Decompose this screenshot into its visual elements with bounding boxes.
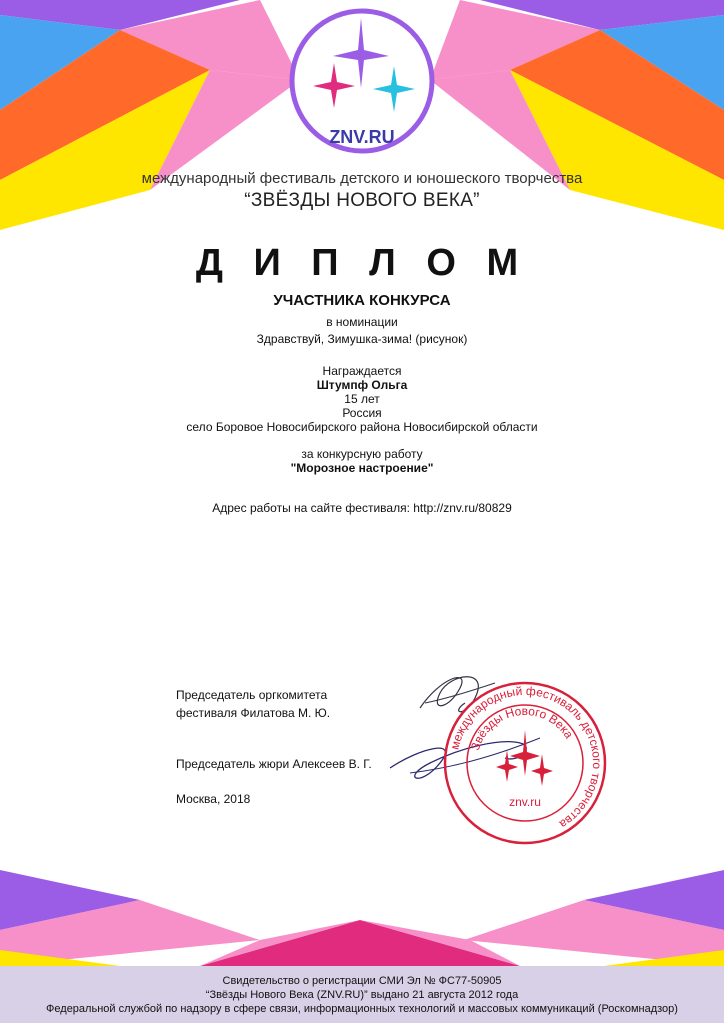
participant-country: Россия: [342, 406, 382, 420]
jury-chair: Председатель жюри Алексеев В. Г.: [176, 757, 372, 771]
logo-text: ZNV.RU: [329, 127, 395, 147]
footer-line1: Свидетельство о регистрации СМИ Эл № ФС77-50905: [222, 975, 502, 987]
footer-line2: “Звёзды Нового Века (ZNV.RU)” выдано 21 августа 2012 года: [205, 989, 519, 1001]
participant-name: Штумпф Ольга: [316, 378, 408, 392]
stamp-center-text: znv.ru: [509, 795, 541, 809]
nomination-label: в номинации: [326, 315, 398, 329]
stamp-ring-text: международный фестиваль детского творчества: [447, 683, 605, 832]
festival-stamp: [440, 678, 610, 848]
nomination: Здравствуй, Зимушка-зима! (рисунок): [256, 332, 468, 346]
work-title: "Морозное настроение": [290, 461, 434, 475]
work-address: Адрес работы на сайте фестиваля: http://znv.ru/80829: [212, 501, 512, 515]
city-year: Москва, 2018: [176, 792, 251, 806]
org-chair-line2: фестиваля Филатова М. Ю.: [176, 706, 331, 720]
registration-footer: [0, 966, 724, 1023]
stamp-inner-text: Звёзды Нового Века: [467, 703, 577, 753]
work-label: за конкурсную работу: [301, 447, 423, 461]
festival-line: международный фестиваль детского и юношеского творчества: [141, 170, 583, 187]
diploma-subtitle: УЧАСТНИКА КОНКУРСА: [273, 292, 451, 309]
participant-location: село Боровое Новосибирского района Новосибирской области: [186, 420, 538, 434]
festival-logo: [289, 8, 435, 154]
festival-name: “ЗВЁЗДЫ НОВОГО ВЕКА”: [244, 190, 480, 211]
diploma-title: Д И П Л О М: [195, 242, 529, 284]
org-chair-line1: Председатель оргкомитета: [176, 688, 328, 702]
awarded-label: Награждается: [322, 364, 402, 378]
participant-age: 15 лет: [344, 392, 380, 406]
footer-line3: Федеральной службой по надзору в сфере связи, информационных технологий и массовых коммуникаций (Роскомнадзор): [46, 1003, 678, 1015]
